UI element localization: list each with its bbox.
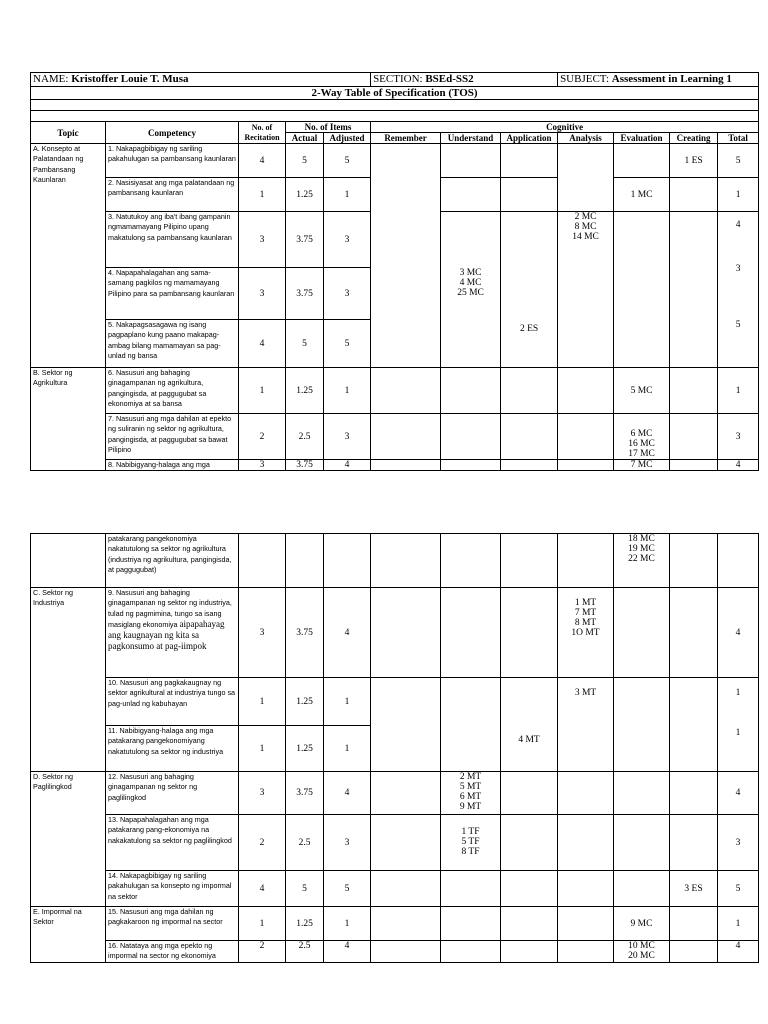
item-code: 16 MC <box>628 439 655 449</box>
application-cell <box>501 815 558 871</box>
understand-items <box>441 268 500 298</box>
adjusted-value: 5 <box>324 871 371 907</box>
item-code: 4 MC <box>459 278 482 288</box>
creating-value: 1 ES <box>670 144 718 178</box>
table-title: 2-Way Table of Specification (TOS) <box>31 87 759 100</box>
actual-value: 2.5 <box>286 941 324 963</box>
application-value: 2 ES <box>519 324 539 334</box>
analysis-cell <box>558 144 614 212</box>
creating-cell <box>670 534 718 588</box>
competency-cell: 14. Nakapagbibigay ng sariling pakahulugan sa konsepto ng impormal na sektor <box>106 871 239 907</box>
total-value: 1 <box>718 907 759 941</box>
application-cell <box>501 941 558 963</box>
evaluation-cell <box>614 212 670 368</box>
adjusted-cell <box>324 534 371 588</box>
application-cell <box>501 212 558 368</box>
item-code: 3 MC <box>459 268 482 278</box>
recitation-value: 4 <box>239 144 286 178</box>
analysis-value: 3 MT <box>574 688 597 698</box>
creating-cell <box>670 941 718 963</box>
adjusted-value: 3 <box>324 414 371 460</box>
evaluation-cell <box>614 772 670 815</box>
creating-cell <box>670 460 718 471</box>
analysis-cell <box>558 212 614 368</box>
adjusted-value: 5 <box>324 144 371 178</box>
table-row <box>31 678 759 726</box>
recitation-value: 3 <box>239 212 286 268</box>
adjusted-value: 4 <box>324 460 371 471</box>
understand-cell <box>441 907 501 941</box>
remember-cell <box>371 460 441 471</box>
evaluation-value <box>614 941 670 963</box>
competency-cell: 15. Nasusuri ang mga dahilan ng pagkakaroon ng impormal na sector <box>106 907 239 941</box>
application-cell <box>501 368 558 414</box>
item-code: 9 MT <box>459 802 482 812</box>
analysis-cell <box>558 907 614 941</box>
item-code: 10 MC <box>628 941 655 951</box>
item-code: 2 MC <box>574 212 597 222</box>
adjusted-value: 1 <box>324 178 371 212</box>
actual-cell <box>286 534 324 588</box>
competency-cell: 4. Napapahalagahan ang sama-samang pagkilos ng mamamayang Pilipino para sa pambansang kaunlaran <box>106 268 239 320</box>
item-code: 1 MT <box>574 598 597 608</box>
evaluation-value: 1 MC <box>614 178 670 212</box>
evaluation-value: 9 MC <box>614 907 670 941</box>
total-value: 4 <box>718 772 759 815</box>
tos-table-page-1 <box>30 72 759 471</box>
analysis-value <box>558 588 614 678</box>
application-cell <box>501 178 558 212</box>
table-row <box>31 871 759 907</box>
understand-cell <box>441 871 501 907</box>
actual-value: 2.5 <box>286 815 324 871</box>
item-code: 18 MC <box>628 534 655 544</box>
total-value: 1 <box>735 688 741 698</box>
total-cell <box>718 534 759 588</box>
total-value: 5 <box>718 144 759 178</box>
evaluation-cell <box>614 588 670 678</box>
understand-cell <box>441 678 501 772</box>
analysis-cell <box>558 414 614 460</box>
recitation-value: 1 <box>239 678 286 726</box>
analysis-cell <box>558 941 614 963</box>
actual-value: 1.25 <box>286 907 324 941</box>
competency-cell: 12. Nasusuri ang bahaging ginagampanan ng sektor ng paglilingkod <box>106 772 239 815</box>
table-row <box>31 144 759 178</box>
col-adjusted: Adjusted <box>324 133 371 144</box>
remember-cell <box>371 941 441 963</box>
creating-cell <box>670 414 718 460</box>
total-value: 4 <box>735 220 741 230</box>
topic-cell <box>31 534 106 588</box>
adjusted-value: 1 <box>324 678 371 726</box>
total-value: 5 <box>735 320 741 330</box>
evaluation-value <box>614 414 670 460</box>
understand-cell <box>441 534 501 588</box>
total-value: 4 <box>718 941 759 963</box>
col-competency: Competency <box>106 122 239 144</box>
understand-value <box>441 772 501 815</box>
adjusted-value: 4 <box>324 772 371 815</box>
evaluation-value <box>614 534 670 588</box>
recitation-value: 3 <box>239 772 286 815</box>
actual-value: 1.25 <box>286 726 324 772</box>
analysis-cell <box>558 815 614 871</box>
remember-cell <box>371 414 441 460</box>
total-value: 3 <box>718 815 759 871</box>
creating-cell <box>670 815 718 871</box>
col-application: Application <box>501 133 558 144</box>
student-name: Kristoffer Louie T. Musa <box>71 73 189 85</box>
recitation-value: 4 <box>239 871 286 907</box>
col-creating: Creating <box>670 133 718 144</box>
remember-cell <box>371 871 441 907</box>
adjusted-value: 5 <box>324 320 371 368</box>
item-code: 6 MT <box>459 792 482 802</box>
table-row <box>31 460 759 471</box>
item-code: 1O MT <box>571 628 600 638</box>
creating-value: 3 ES <box>670 871 718 907</box>
total-value: 1 <box>718 368 759 414</box>
col-recitation: No. of Recitation <box>239 122 286 144</box>
recitation-value: 1 <box>239 178 286 212</box>
understand-cell <box>441 460 501 471</box>
adjusted-value: 1 <box>324 368 371 414</box>
recitation-value: 2 <box>239 815 286 871</box>
understand-value <box>441 815 501 871</box>
item-code: 6 MC <box>630 429 653 439</box>
table-row <box>31 907 759 941</box>
adjusted-value: 3 <box>324 815 371 871</box>
header-row <box>31 73 759 87</box>
competency-cell: 6. Nasusuri ang bahaging ginagampanan ng agrikultura, pangingisda, at paggugubat sa ekonomiya at sa bansa <box>106 368 239 414</box>
creating-cell <box>670 368 718 414</box>
recitation-value: 3 <box>239 268 286 320</box>
actual-value: 1.25 <box>286 178 324 212</box>
table-row <box>31 414 759 460</box>
competency-cell: 3. Natutukoy ang iba't ibang gampanin ngmamamayang Pilipino upang makatulong sa pambansang kaunlaran <box>106 212 239 268</box>
item-code: 22 MC <box>628 554 655 564</box>
total-value: 3 <box>735 264 741 274</box>
understand-cell <box>441 178 501 212</box>
competency-cell: 1. Nakapagbibigay ng sariling pakahulugan sa pambansang kaunlaran <box>106 144 239 178</box>
table-row <box>31 772 759 815</box>
name-cell: NAME: Kristoffer Louie T. Musa <box>31 73 371 87</box>
section-value: BSEd-SS2 <box>425 73 474 85</box>
total-cell <box>718 212 759 368</box>
item-code: 8 MC <box>574 222 597 232</box>
competency-cell: 9. Nasusuri ang bahaging ginagampanan ng sektor ng industriya, tulad ng pagmimina, tungo sa isang masiglang ekonomiya aipapahayag ang kaugnayan ng kita sa pagkonsumo at pag-iimpok <box>106 588 239 678</box>
understand-cell <box>441 144 501 178</box>
recitation-value: 3 <box>239 588 286 678</box>
col-total: Total <box>718 133 759 144</box>
col-cognitive: Cognitive <box>371 122 759 133</box>
creating-cell <box>670 588 718 678</box>
total-value: 5 <box>718 871 759 907</box>
actual-value: 3.75 <box>286 268 324 320</box>
analysis-cell <box>558 772 614 815</box>
table-row <box>31 368 759 414</box>
competency-cell: 5. Nakapagsasagawa ng isang pagpaplano kung paano makapag-ambag bilang mamamayan sa pag-unlad ng bansa <box>106 320 239 368</box>
total-value: 1 <box>718 178 759 212</box>
application-cell <box>501 588 558 678</box>
application-cell <box>501 772 558 815</box>
analysis-value <box>558 212 613 242</box>
actual-value: 3.75 <box>286 772 324 815</box>
recitation-value: 1 <box>239 368 286 414</box>
subject-value: Assessment in Learning 1 <box>611 73 732 85</box>
item-code: 1 TF <box>461 827 480 837</box>
competency-cell: 11. Nabibigyang-halaga ang mga patakarang pangekonomiyang nakatutulong sa sektor ng industriya <box>106 726 239 772</box>
col-actual: Actual <box>286 133 324 144</box>
competency-cell: 7. Nasusuri ang mga dahilan at epekto ng suliranin ng sektor ng agrikultura, pangingisda, at paggugubat sa bawat Pilipino <box>106 414 239 460</box>
application-cell <box>501 534 558 588</box>
topic-e: E. Impormal na Sektor <box>31 907 106 963</box>
table-row <box>31 588 759 678</box>
item-code: 17 MC <box>628 449 655 459</box>
item-code: 20 MC <box>628 951 655 961</box>
topic-a: A. Konsepto at Palatandaan ng Pambansang Kaunlaran <box>31 144 106 368</box>
item-code: 5 MT <box>459 782 482 792</box>
total-cell <box>718 678 759 772</box>
remember-cell <box>371 368 441 414</box>
recitation-value: 2 <box>239 414 286 460</box>
tos-table-page-2 <box>30 533 759 963</box>
recitation-value: 1 <box>239 907 286 941</box>
remember-cell <box>371 588 441 678</box>
item-code: 14 MC <box>572 232 599 242</box>
creating-cell <box>670 678 718 772</box>
actual-value: 5 <box>286 871 324 907</box>
competency-cell: patakarang pangekonomiya nakatutulong sa sektor ng agrikultura (industriya ng agrikultura, pangingisda, at paggugubat) <box>106 534 239 588</box>
adjusted-value: 4 <box>324 588 371 678</box>
subject-cell: SUBJECT: Assessment in Learning 1 <box>558 73 759 87</box>
competency-cell: 13. Napapahalagahan ang mga patakarang pang-ekonomiya na nakakatulong sa sektor ng paglilingkod <box>106 815 239 871</box>
application-cell <box>501 871 558 907</box>
item-code: 8 TF <box>461 847 480 857</box>
remember-cell <box>371 144 441 368</box>
analysis-cell <box>558 534 614 588</box>
col-remember: Remember <box>371 133 441 144</box>
evaluation-value: 5 MC <box>614 368 670 414</box>
table-row <box>31 815 759 871</box>
item-code: 7 MT <box>574 608 597 618</box>
creating-cell <box>670 212 718 368</box>
blank-row <box>31 100 759 111</box>
evaluation-cell <box>614 815 670 871</box>
recitation-value: 3 <box>239 460 286 471</box>
remember-cell <box>371 772 441 815</box>
section-cell: SECTION: BSEd-SS2 <box>371 73 558 87</box>
actual-value: 3.75 <box>286 460 324 471</box>
competency-cell: 10. Nasusuri ang pagkakaugnay ng sektor agrikultural at industriya tungo sa pag-unlad ng kabuhayan <box>106 678 239 726</box>
application-value: 4 MT <box>518 735 540 745</box>
understand-cell <box>441 941 501 963</box>
understand-cell <box>441 368 501 414</box>
item-code: 2 MT <box>459 772 482 782</box>
evaluation-cell <box>614 678 670 772</box>
col-evaluation: Evaluation <box>614 133 670 144</box>
actual-value: 3.75 <box>286 588 324 678</box>
competency-cell: 2. Nasisiyasat ang mga palatandaan ng pambansang kaunlaran <box>106 178 239 212</box>
actual-value: 2.5 <box>286 414 324 460</box>
evaluation-cell <box>614 871 670 907</box>
application-cell <box>501 678 558 772</box>
actual-value: 1.25 <box>286 678 324 726</box>
blank-row <box>31 111 759 122</box>
competency-cell: 16. Natataya ang mga epekto ng impormal na sector ng ekonomiya <box>106 941 239 963</box>
topic-d: D. Sektor ng Paglilingkod <box>31 772 106 907</box>
recitation-value: 4 <box>239 320 286 368</box>
adjusted-value: 1 <box>324 907 371 941</box>
remember-cell <box>371 678 441 772</box>
analysis-cell <box>558 871 614 907</box>
remember-cell <box>371 907 441 941</box>
remember-cell <box>371 534 441 588</box>
understand-cell <box>441 588 501 678</box>
recitation-value: 1 <box>239 726 286 772</box>
understand-cell <box>441 212 501 368</box>
understand-value <box>441 268 500 298</box>
table-row <box>31 941 759 963</box>
total-value: 4 <box>718 588 759 678</box>
col-items: No. of Items <box>286 122 371 133</box>
table-row <box>31 534 759 588</box>
topic-b: B. Sektor ng Agrikultura <box>31 368 106 471</box>
col-analysis: Analysis <box>558 133 614 144</box>
understand-cell <box>441 414 501 460</box>
adjusted-value: 3 <box>324 268 371 320</box>
evaluation-value: 7 MC <box>614 460 670 471</box>
adjusted-value: 1 <box>324 726 371 772</box>
recitation-cell <box>239 534 286 588</box>
competency-cell: 8. Nabibigyang-halaga ang mga <box>106 460 239 471</box>
adjusted-value: 3 <box>324 212 371 268</box>
creating-cell <box>670 907 718 941</box>
actual-value: 1.25 <box>286 368 324 414</box>
evaluation-cell <box>614 144 670 178</box>
col-topic: Topic <box>31 122 106 144</box>
analysis-cell <box>558 678 614 772</box>
actual-value: 5 <box>286 320 324 368</box>
topic-c: C. Sektor ng Industriya <box>31 588 106 772</box>
creating-cell <box>670 772 718 815</box>
total-value: 4 <box>718 460 759 471</box>
application-cell <box>501 144 558 178</box>
analysis-cell <box>558 368 614 414</box>
item-code: 5 TF <box>461 837 480 847</box>
total-value: 1 <box>735 728 741 738</box>
actual-value: 3.75 <box>286 212 324 268</box>
actual-value: 5 <box>286 144 324 178</box>
application-cell <box>501 907 558 941</box>
application-cell <box>501 414 558 460</box>
application-cell <box>501 460 558 471</box>
total-value: 3 <box>718 414 759 460</box>
item-code: 25 MC <box>457 288 484 298</box>
remember-cell <box>371 815 441 871</box>
item-code: 19 MC <box>628 544 655 554</box>
adjusted-value: 4 <box>324 941 371 963</box>
creating-cell <box>670 178 718 212</box>
item-code: 8 MT <box>574 618 597 628</box>
analysis-cell <box>558 460 614 471</box>
col-understand: Understand <box>441 133 501 144</box>
recitation-value: 2 <box>239 941 286 963</box>
